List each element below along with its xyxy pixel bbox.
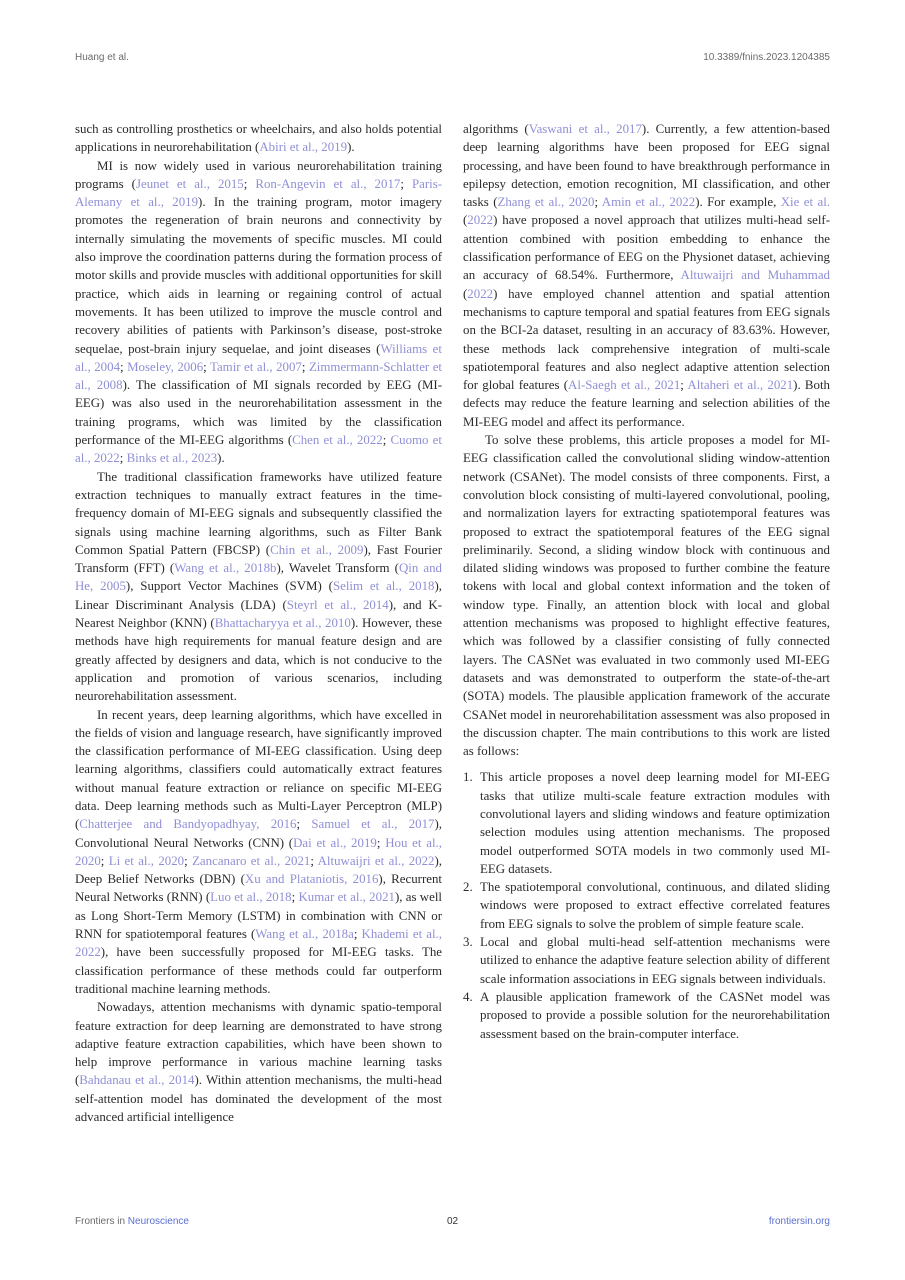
citation-link[interactable]: Zancanaro et al., 2021 [192,853,311,868]
citation-link[interactable]: Zimmermann-Schlatter et al., 2008 [75,359,442,393]
citation-link[interactable]: 2022 [467,213,494,228]
citation-link[interactable]: Selim et al., 2018 [332,579,435,594]
paragraph: In recent years, deep learning algorithms, which have excelled in the fields of vision and language research, have significantly improved the classification performance of MI-EEG classification. Using deep learning algorithms, classifiers could automatically extract features without manual feature extraction or reliance on specific MI-EEG data. Deep learning methods such as Multi-Layer Perceptron (MLP) (Chatterjee and Bandyopadhyay, 2016; Samuel et al., 2017), Convolutional Neural Networks (CNN) (Dai et al., 2019; Hou et al., 2020; Li et al., 2020; Zancanaro et al., 2021; Altuwaijri et al., 2022), Deep Belief Networks (DBN) (Xu and Plataniotis, 2016), Recurrent Neural Networks (RNN) (Luo et al., 2018; Kumar et al., 2021), as well as Long Short-Term Memory (LSTM) in combination with CNN or RNN for spatiotemporal features (Wang et al., 2018a; Khademi et al., 2022), have been successfully proposed for MI-EEG tasks. The classification performance of these methods could far outperform traditional machine learning methods. [75,707,443,996]
citation-link[interactable]: Chen et al., 2022 [292,433,383,448]
list-number: 1. [463,770,473,785]
citation-link[interactable]: Altaheri et al., 2021 [687,378,794,393]
citation-link[interactable]: 2022 [467,286,494,301]
citation-link[interactable]: Moseley, 2006 [127,359,204,374]
citation-link[interactable]: Bhattacharyya et al., 2010 [214,616,351,631]
contributions-list [463,768,830,1042]
citation-link[interactable]: Bahdanau et al., 2014 [79,1073,195,1088]
list-text: The spatiotemporal convolutional, continuous, and dilated sliding windows were proposed to extract effective correlated features from EEG signals to solve the problem of simple feature scale. [480,880,830,931]
citation-link[interactable]: Hou et al., 2020 [75,835,442,868]
footer-journal-prefix: Frontiers in [75,1216,128,1227]
paragraph: MI is now widely used in various neurorehabilitation training programs (Jeunet et al., 2015; Ron-Angevin et al., 2017; Paris-Alemany et al., 2019). In the training program, motor imagery promotes the regeneration of brain neurons and connectivity by internally simulating the movements of specific muscles. MI could also improve the coordination patterns during the formation process of motor skills and provide muscles with additional opportunities for skill practice, which aids in learning or regaining control of actual movements. It has been utilized to improve the muscle control and recovery abilities of patients with Parkinson’s disease, post-stroke sequelae, post-brain injury sequelae, and joint diseases (Williams et al., 2004; Moseley, 2006; Tamir et al., 2007; Zimmermann-Schlatter et al., 2008). The classification of MI signals recorded by EEG (MI-EEG) was also used in the neurorehabilitation assessment in the training programs, which was limited by the classification performance of the MI-EEG algorithms (Chen et al., 2022; Cuomo et al., 2022; Binks et al., 2023). [75,158,443,466]
citation-link[interactable]: Ron-Angevin et al., 2017 [255,176,401,191]
citation-link[interactable]: Binks et al., 2023 [126,451,218,466]
running-header-authors: Huang et al. [75,52,129,63]
citation-link[interactable]: Altuwaijri and Muhammad [680,268,830,283]
citation-link[interactable]: Williams et al., 2004 [75,341,442,374]
paragraph: Nowadays, attention mechanisms with dynamic spatio-temporal feature extraction for deep learning are demonstrated to have strong adaptive feature extraction capabilities, which have been shown to help improve performance in various machine learning tasks (Bahdanau et al., 2014). Within attention mechanisms, the multi-head self-attention model has dominated the development of the most advanced artificial intelligence [75,1000,442,1125]
citation-link[interactable]: Zhang et al., 2020 [497,195,595,210]
footer-site-link[interactable]: frontiersin.org [768,1216,830,1227]
paragraph: algorithms (Vaswani et al., 2017). Currently, a few attention-based deep learning algorithms have been proposed for EEG signal processing, and have been found to have breakthrough performance in epilepsy detection, emotion recognition, MI classification, and other tasks (Zhang et al., 2020; Amin et al., 2022). For example, Xie et al. (2022) have proposed a novel approach that utilizes multi-head self-attention combined with position embedding to enhance the classification performance of EEG on the Physionet dataset, achieving an accuracy of 68.54%. Furthermore, Altuwaijri and Muhammad (2022) have employed channel attention and spatial attention mechanisms to capture temporal and spatial features from EEG signals on the BCI-2a dataset, resulting in an accuracy of 83.63%. However, these methods lack comprehensive integration of multi-scale spatiotemporal features and also neglect adaptive attention selection for global features (Al-Saegh et al., 2021; Altaheri et al., 2021). Both defects may reduce the feature learning and selection abilities of the MI-EEG model and affect its performance. [463,122,831,429]
citation-link[interactable]: Kumar et al., 2021 [298,890,395,905]
citation-link[interactable]: Amin et al., 2022 [601,195,696,210]
citation-link[interactable]: Altuwaijri et al., 2022 [317,853,435,868]
citation-link[interactable]: Paris-Alemany et al., 2019 [75,176,443,210]
list-number: 3. [463,935,473,950]
footer-journal-link[interactable]: Neuroscience [127,1216,189,1227]
left-column [75,120,442,1126]
citation-link[interactable]: Cuomo et al., 2022 [75,433,442,466]
paragraph: To solve these problems, this article proposes a model for MI-EEG classification called the convolutional sliding window-attention network (CSANet). The model consists of three components. First, a convolution block consisting of multi-layered convolutional, pooling, and normalization layers for extracting spatiotemporal features was proposed to extract the spatiotemporal features of the EEG signal preliminarily. Second, a sliding window block with continuous and dilated sliding windows was proposed to further combine the feature tokens with local and global context information and the token of window type. Finally, an attention block with local and global attention mechanisms was proposed to highlight effective features, which was followed by a classifier consisting of fully connected layers. The CASNet was evaluated in two commonly used MI-EEG datasets and was demonstrated to outperform the state-of-the-art (SOTA) models. The plausible application framework of the accurate CSANet model in neurorehabilitation assessment was also proposed in the discussion chapter. The main contributions to this work are listed as follows: [463,433,830,759]
citation-link[interactable]: Khademi et al., 2022 [75,927,442,960]
running-header-doi: 10.3389/fnins.2023.1204385 [703,52,830,63]
list-number: 4. [463,989,473,1004]
citation-link[interactable]: Wang et al., 2018a [255,927,354,942]
citation-link[interactable]: Abiri et al., 2019 [259,140,348,155]
list-item [463,988,830,1043]
citation-link[interactable]: Xie et al. [780,195,831,210]
citation-link[interactable]: Jeunet et al., 2015 [135,176,244,191]
right-column [463,120,830,1043]
citation-link[interactable]: Chin et al., 2009 [270,542,364,557]
page-number: 02 [446,1216,459,1227]
citation-link[interactable]: Al-Saegh et al., 2021 [568,378,681,393]
citation-link[interactable]: Qin and He, 2005 [75,561,443,594]
citation-link[interactable]: Tamir et al., 2007 [209,359,302,374]
citation-link[interactable]: Dai et al., 2019 [293,835,377,850]
citation-link[interactable]: Luo et al., 2018 [210,890,292,905]
citation-link[interactable]: Samuel et al., 2017 [311,817,435,832]
citation-link[interactable]: Chatterjee and Bandyopadhyay, 2016 [79,817,297,832]
citation-link[interactable]: Vaswani et al., 2017 [528,122,642,136]
list-text: A plausible application framework of the CASNet model was proposed to provide a possible solution for the neurorehabilitation assessment based on the brain-computer interface. [480,989,830,1041]
citation-link[interactable]: Wang et al., 2018b [174,561,277,576]
list-item [463,878,830,933]
citation-link[interactable]: Steyrl et al., 2014 [286,597,389,612]
list-item [463,933,830,988]
paragraph: such as controlling prosthetics or wheelchairs, and also holds potential applications in neurorehabilitation (Abiri et al., 2019). [75,122,442,155]
list-text: This article proposes a novel deep learning model for MI-EEG tasks that utilize multi-scale feature extraction modules with convolutional layers and sliding windows and feature optimization selection modules using attention mechanisms. The proposed model outperformed SOTA models in two commonly used MI-EEG datasets. [480,770,830,876]
list-number: 2. [463,880,473,895]
citation-link[interactable]: Xu and Plataniotis, 2016 [244,872,379,887]
list-text: Local and global multi-head self-attention mechanisms were utilized to enhance the adaptive feature selection ability of different scale information associations in EEG signals between individuals. [480,935,830,986]
paragraph: The traditional classification frameworks have utilized feature extraction techniques to manually extract features in the time-frequency domain of MI-EEG signals and subsequently classified the signals using machine learning algorithms, such as Filter Bank Common Spatial Pattern (FBCSP) (Chin et al., 2009), Fast Fourier Transform (FFT) (Wang et al., 2018b), Wavelet Transform (Qin and He, 2005), Support Vector Machines (SVM) (Selim et al., 2018), Linear Discriminant Analysis (LDA) (Steyrl et al., 2014), and K-Nearest Neighbor (KNN) (Bhattacharyya et al., 2010). However, these methods have high requirements for manual feature design and are greatly affected by designers and data, which is not conducive to the application and promotion of various scenarios, including neurorehabilitation assessment. [75,469,443,704]
citation-link[interactable]: Li et al., 2020 [108,853,185,868]
list-item [463,768,830,878]
